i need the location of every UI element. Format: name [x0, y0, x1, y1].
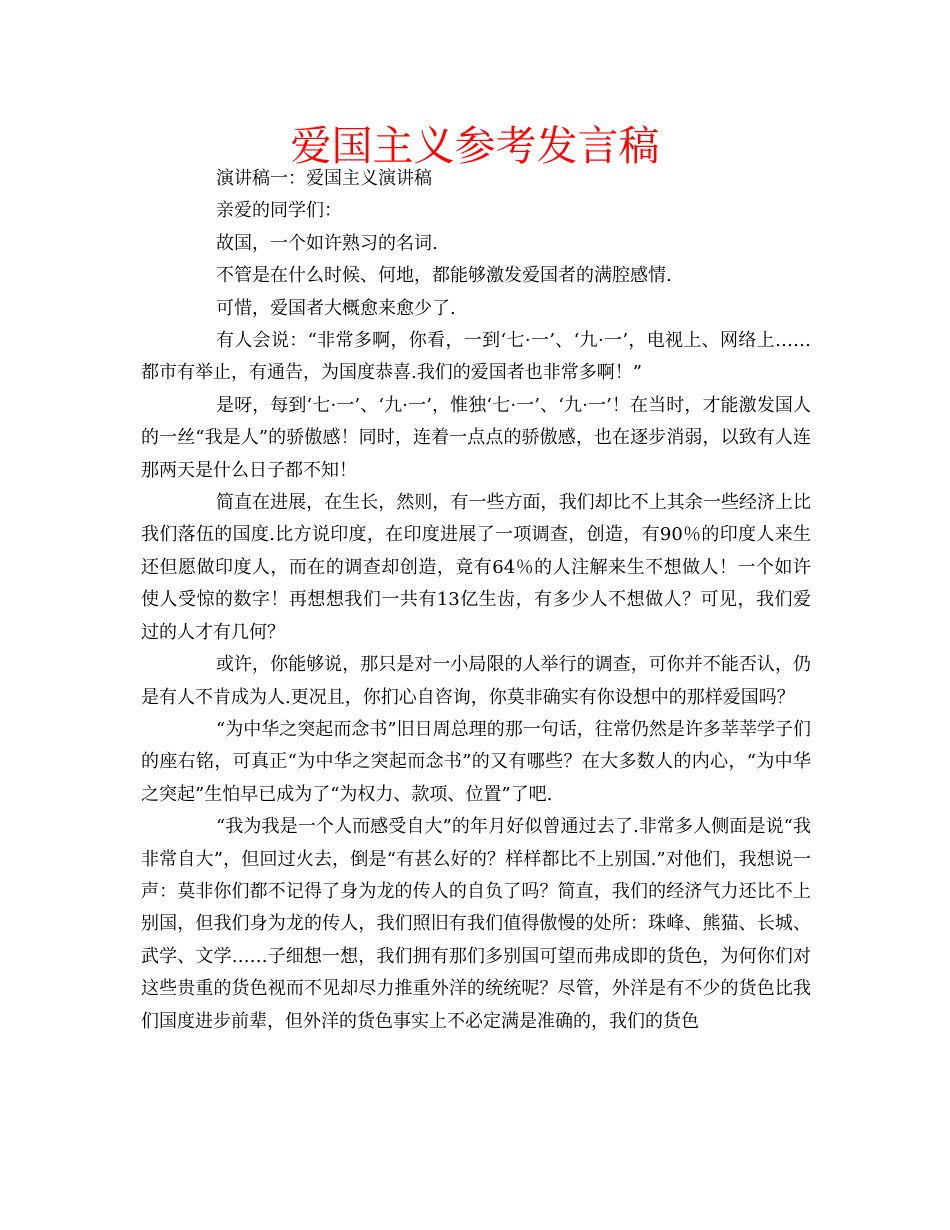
paragraph-greeting: 亲爱的同学们：: [216, 200, 342, 222]
paragraph: “我为我是一个人而感受自大”的年月好似曾通过去了.非常多人侧面是说“我非常自大”，但回过火去，倒是“有甚么好的？样样都比不上别国.”对他们，我想说一声：莫非你们都不记得了身为龙的传人的自负了吗？简直，我们的经济气力还比不上别国，但我们身为龙的传人，我们照旧有我们值得傲慢的处所：珠峰、熊猫、长城、武学、文学……子细想一想，我们拥有那们多别国可望而弗成即的货色，为何你们对这些贵重的货色视而不见却尽力推重外洋的统统呢？尽管，外洋是有不少的货色比我们国度进步前辈，但外洋的货色事实上不必定满是准确的，我们的货色: [141, 816, 811, 1032]
document-body: [141, 163, 811, 1038]
paragraph: 简直在进展，在生长，然则，有一些方面，我们却比不上其余一些经济上比我们落伍的国度.比方说印度，在印度进展了一项调查，创造，有90％的印度人来生还但愿做印度人，而在的调查却创造，竟有64％的人注解来生不想做人！一个如许使人受惊的数字！再想想我们一共有13亿生齿，有多少人不想做人？可见，我们爱过的人才有几何？: [141, 492, 811, 643]
paragraph-speech-heading: 演讲稿一：爱国主义演讲稿: [216, 168, 432, 189]
paragraph: 不管是在什么时候、何地，都能够激发爱国者的满腔感情.: [216, 265, 672, 287]
paragraph: 故国，一个如许熟习的名词.: [216, 232, 438, 254]
paragraph: 或许，你能够说，那只是对一小局限的人举行的调查，可你并不能否认，仍是有人不肯成为人.更况且，你扪心自咨询，你莫非确实有你设想中的那样爱国吗？: [141, 654, 811, 708]
paragraph: 可惜，爱国者大概愈来愈少了.: [216, 297, 456, 319]
document-title: 爱国主义参考发言稿: [290, 122, 660, 170]
paragraph: 是呀，每到‘七·一’、‘九·一’，惟独‘七·一’、‘九·一’！在当时，才能激发国人的一丝“我是人”的骄傲感！同时，连着一点点的骄傲感，也在逐步消弱，以致有人连那两天是什么日子都不知！: [141, 394, 811, 481]
paragraph: “为中华之突起而念书”旧日周总理的那一句话，往常仍然是许多莘莘学子们的座右铭，可真正“为中华之突起而念书”的又有哪些？在大多数人的内心，“为中华之突起”生怕早已成为了“为权力、款项、位置”了吧.: [141, 718, 811, 805]
paragraph: 有人会说：“非常多啊，你看，一到‘七·一’、‘九·一’，电视上、网络上……都市有举止，有通告，为国度恭喜.我们的爱国者也非常多啊！”: [141, 330, 811, 384]
